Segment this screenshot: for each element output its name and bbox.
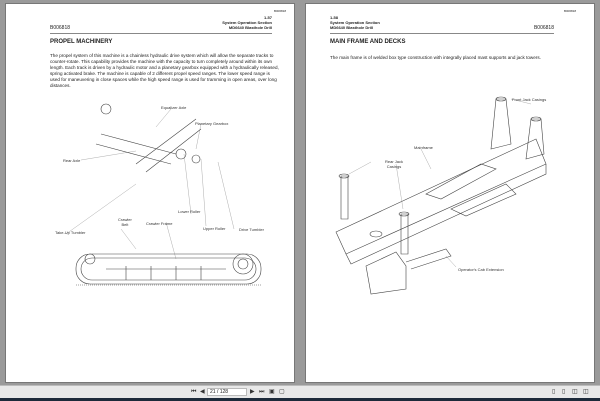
pdf-page-left <box>5 3 295 383</box>
label-crawler-frame: Crawler Frame <box>146 221 173 226</box>
section-title: System Operation Section <box>330 20 380 25</box>
mainframe-diagram <box>306 4 596 384</box>
label-upper-roller: Upper Roller <box>203 226 226 231</box>
model-name: MD6640 Blasthole Drill <box>228 25 272 30</box>
doc-id: B006818 <box>533 25 554 31</box>
page-number: 1-58 <box>330 15 339 20</box>
label-drive-tumbler: Drive Tumbler <box>239 227 264 232</box>
continuous-view-icon[interactable]: ▯ <box>562 389 566 395</box>
label-lower-roller: Lower Roller <box>178 209 201 214</box>
fit-page-icon[interactable]: ▣ <box>269 389 275 395</box>
pdf-page-right <box>305 3 595 383</box>
doc-id-top: B006818 <box>563 9 576 13</box>
label-front-jack-casings: Front Jack Casings <box>512 97 547 102</box>
last-page-button[interactable]: ⏭ <box>259 389 265 395</box>
doc-id: B006818 <box>50 25 71 31</box>
pdf-toolbar <box>0 385 600 398</box>
label-equalizer-axle: Equalizer Axle <box>161 105 187 110</box>
label-crawler-belt: Crawler Belt <box>118 217 132 227</box>
two-page-view-icon[interactable]: ◫ <box>572 389 578 395</box>
page-number-input[interactable]: 21 / 128 <box>207 388 247 396</box>
fit-width-icon[interactable]: ▢ <box>279 389 285 395</box>
two-page-continuous-view-icon[interactable]: ◫ <box>583 389 589 395</box>
page-number: 1-57 <box>263 15 272 20</box>
model-name: MD6640 Blasthole Drill <box>330 25 374 30</box>
section-heading: PROPEL MACHINERY <box>50 39 113 45</box>
single-page-view-icon[interactable]: ▯ <box>552 389 556 395</box>
doc-id-top: B006818 <box>273 9 286 13</box>
label-take-up-tumbler: Take-Up Tumbler <box>55 230 86 235</box>
label-operators-cab-extension: Operator's Cab Extension <box>458 267 504 272</box>
propel-diagram <box>6 4 296 384</box>
first-page-button[interactable]: ⏮ <box>191 389 197 395</box>
prev-page-button[interactable]: ◀ <box>200 389 205 395</box>
next-page-button[interactable]: ▶ <box>250 389 255 395</box>
body-text: The main frame is of welded box type construction with integrally placed mast supports and jack towers. <box>330 55 541 60</box>
label-planetary-gearbox: Planetary Gearbox <box>195 121 229 126</box>
label-rear-jack-casings: Rear Jack Casings <box>385 159 404 169</box>
label-rear-axle: Rear Axle <box>63 158 81 163</box>
section-heading: MAIN FRAME AND DECKS <box>330 39 406 45</box>
section-title: System Operation Section <box>222 20 272 25</box>
body-text: The propel system of this machine is a chainless hydraulic drive system which will allow the separate tracks to counter-rotate. This capability provides the machine with the capacity to turn completely around within its own length. Each track is driven by a hydraulic motor and a planetary gearbox equipped with a hydraulically released, spring activated brake. The machine is capable of 2 different propel speed ranges. The lower speed range is used for maneuvering in close spaces while the high speed range is used for tramming in open areas, over long distances. <box>50 53 279 88</box>
label-mainframe: Mainframe <box>414 145 433 150</box>
